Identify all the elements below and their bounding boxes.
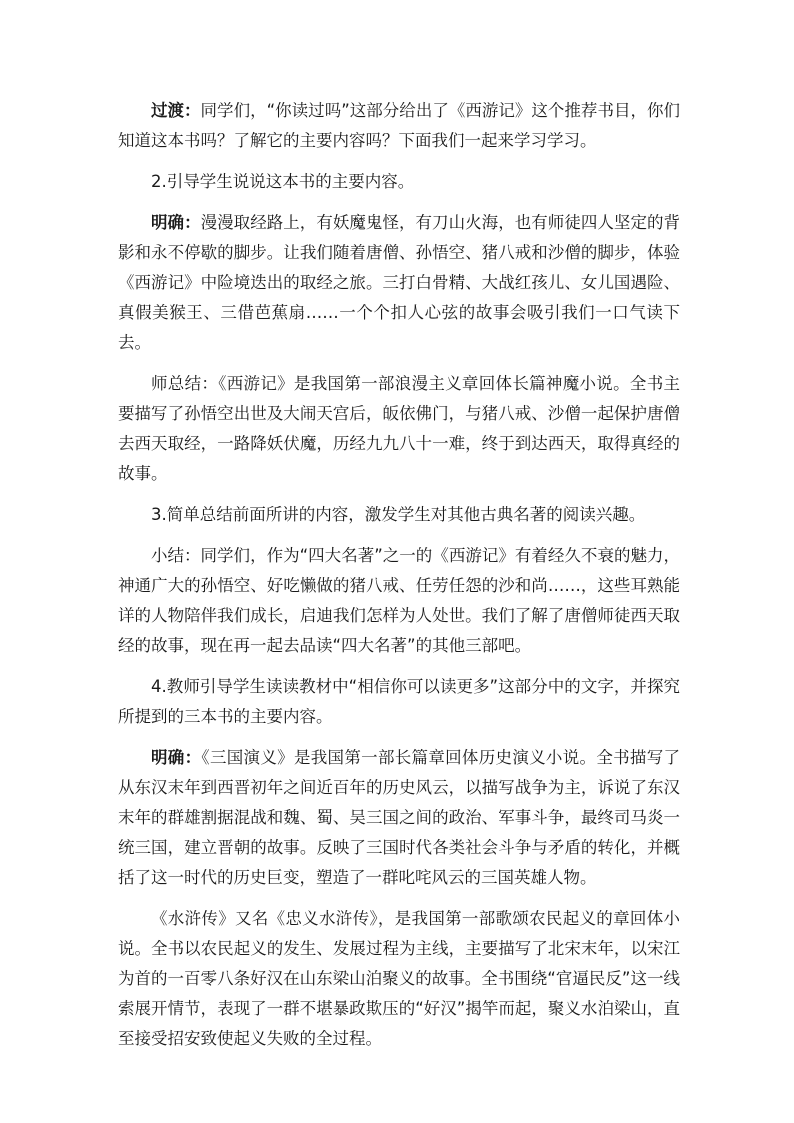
- paragraph-label: 过渡：: [151, 101, 201, 120]
- paragraph-clarify-journey: [118, 208, 680, 358]
- paragraph-text: 2.引导学生说说这本书的主要内容。: [151, 172, 415, 191]
- paragraph-text: 漫漫取经路上，有妖魔鬼怪，有刀山火海，也有师徒四人坚定的背影和永不停歇的脚步。让我们随着唐僧、孙悟空、猪八戒和沙僧的脚步，体验《西游记》中险境迭出的取经之旅。三打白骨精、大战红孩儿、女儿国遇险、真假美猴王、三借芭蕉扇……一个个扣人心弦的故事会吸引我们一口气读下去。: [118, 213, 681, 352]
- paragraph-label: 明确：: [151, 213, 201, 232]
- paragraph-text: 4.教师引导学生读读教材中“相信你可以读更多”这部分中的文字，并探究所提到的三本书的主要内容。: [118, 677, 680, 726]
- paragraph-text: 3.简单总结前面所讲的内容，激发学生对其他古典名著的阅读兴趣。: [151, 505, 646, 524]
- paragraph-step-2: [118, 167, 680, 197]
- paragraph-conclusion: [118, 541, 680, 661]
- paragraph-clarify-three-kingdoms: [118, 743, 680, 893]
- paragraph-step-4: [118, 672, 680, 732]
- paragraph-text: 《三国演义》是我国第一部长篇章回体历史演义小说。全书描写了从东汉末年到西晋初年之间近百年的历史风云，以描写战争为主，诉说了东汉末年的群雄割据混战和魏、蜀、吴三国之间的政治、军事斗争，最终司马炎一统三国，建立晋朝的故事。反映了三国时代各类社会斗争与矛盾的转化，并概括了这一时代的历史巨变，塑造了一群叱咤风云的三国英雄人物。: [118, 748, 681, 887]
- paragraph-step-3: [118, 500, 680, 530]
- paragraph-teacher-summary: [118, 369, 680, 489]
- paragraph-text: 同学们，“你读过吗”这部分给出了《西游记》这个推荐书目，你们知道这本书吗？了解它的主要内容吗？下面我们一起来学习学习。: [118, 101, 680, 150]
- paragraph-text: 《水浒传》又名《忠义水浒传》，是我国第一部歌颂农民起义的章回体小说。全书以农民起义的发生、发展过程为主线，主要描写了北宋末年，以宋江为首的一百零八条好汉在山东梁山泊聚义的故事。全书围绕“官逼民反”这一线索展开情节，表现了一群不堪暴政欺压的“好汉”揭竿而起，聚义水泊梁山，直至接受招安致使起义失败的全过程。: [118, 909, 680, 1048]
- paragraph-text: 师总结：《西游记》是我国第一部浪漫主义章回体长篇神魔小说。全书主要描写了孙悟空出世及大闹天宫后，皈依佛门，与猪八戒、沙僧一起保护唐僧去西天取经，一路降妖伏魔，历经九九八十一难，终于到达西天，取得真经的故事。: [118, 374, 680, 483]
- paragraph-transition: [118, 96, 680, 156]
- paragraph-label: 明确：: [151, 748, 202, 767]
- document-body: [118, 96, 680, 1065]
- paragraph-water-margin: [118, 904, 680, 1054]
- paragraph-text: 小结：同学们，作为“四大名著”之一的《西游记》有着经久不衰的魅力，神通广大的孙悟空、好吃懒做的猪八戒、任劳任怨的沙和尚……，这些耳熟能详的人物陪伴我们成长，启迪我们怎样为人处世。我们了解了唐僧师徒西天取经的故事，现在再一起去品读“四大名著”的其他三部吧。: [118, 546, 680, 655]
